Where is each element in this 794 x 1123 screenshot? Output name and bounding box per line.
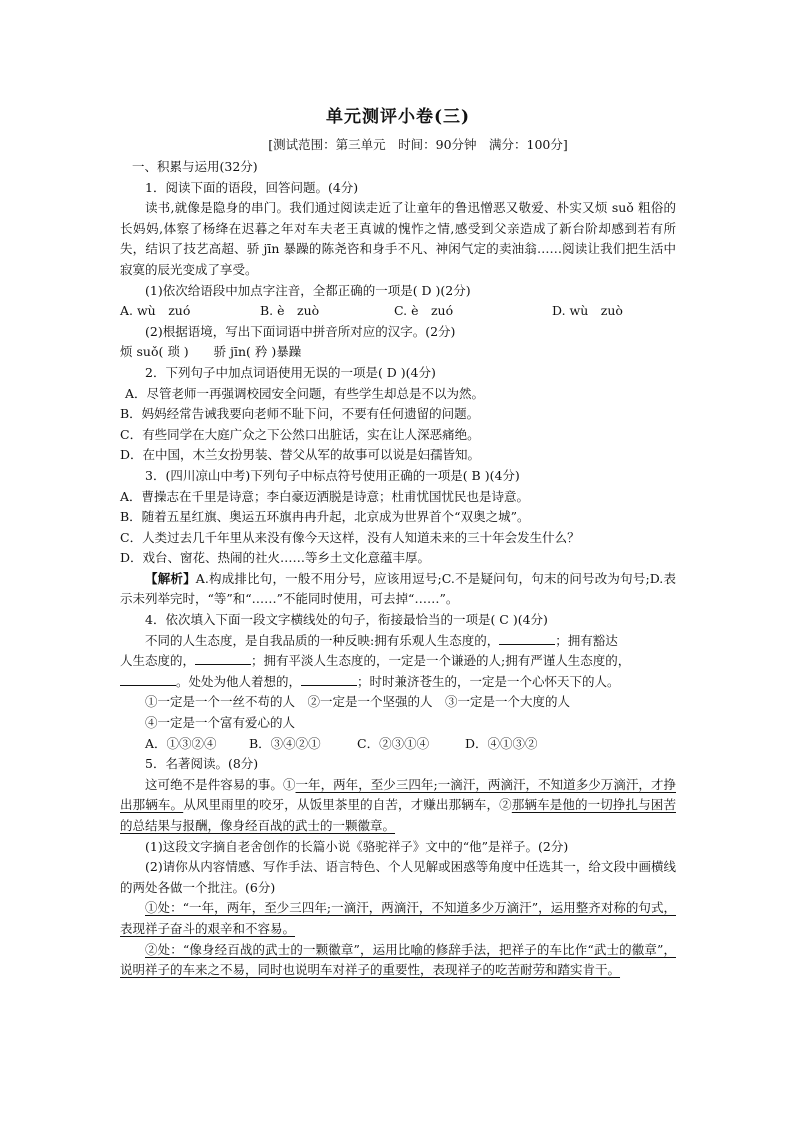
q1-stem: 1．阅读下面的语段，回答问题。(4分) (145, 179, 359, 195)
q1-sub1: (1)依次给语段中加点字注音，全都正确的一项是( D )(2分) (145, 282, 471, 298)
q1-option-a: A. wù zuó (120, 303, 191, 319)
q3-option-c: C．人类过去几千年里从来没有像今天这样，没有人知道未来的三十年会发生什么？ (120, 529, 580, 545)
q5-passage (120, 775, 676, 837)
q4-text: ；时时兼济苍生的，一定是一个心怀天下的人。 (357, 673, 620, 689)
q4-options (120, 734, 676, 755)
q3-analysis (120, 569, 676, 610)
page-title: 单元测评小卷(三) (325, 107, 471, 127)
q5-underlined-1: 一年，两年，至少三四年;一滴汗，两滴汗，不知道多少万滴汗，才挣出那辆车。 (120, 776, 676, 813)
q3-option-d: D．戏台、窗花、热闹的社火……等乡土文化意蕴丰厚。 (120, 550, 431, 566)
q5-answer-1: ①处：“一年，两年，至少三四年;一滴汗，两滴汗，不知道多少万滴汗”，运用整齐对称的句式，表现祥子奋斗的艰辛和不容易。 (120, 900, 676, 936)
q5-answer-2: ②处：“像身经百战的武士的一颗徽章”，运用比喻的修辞手法，把祥子的车比作“武士的徽章”，说明祥子的车来之不易，同时也说明车对祥子的重要性，表现祥子的吃苦耐劳和踏实肯干。 (120, 941, 676, 978)
q2-option-d: D．在中国，木兰女扮男装、替父从军的故事可以说是妇孺皆知。 (120, 447, 481, 463)
q4-passage-line-1 (120, 631, 676, 652)
q1-passage: 读书,就像是隐身的串门。我们通过阅读走近了让童年的鲁迅憎恶又敬爱、朴实又烦 suǒ 粗俗的长妈妈,体察了杨绛在迟暮之年对车夫老王真诚的愧怍之情,感受到父亲造成了新台阶却感到若有所失，结识了技艺高超、骄 jīn 暴躁的陈尧咨和身手不凡、神闲气定的卖油翁……阅读让我们把生活中寂寞的辰光变成了享受。 (120, 200, 676, 277)
test-meta: [测试范围：第三单元 时间：90分钟 满分：100分] (268, 137, 568, 152)
q1-sub2-answer: 烦 suǒ( 琐 ) 骄 jīn( 矜 )暴躁 (120, 344, 302, 360)
q4-choices-2: ④一定是一个富有爱心的人 (145, 715, 296, 731)
q1-option-d: D. wù zuò (552, 303, 623, 319)
q4-option-a: A．①③②④ (145, 735, 217, 751)
q4-option-b: B．③④②① (249, 735, 321, 751)
q4-blank-3 (120, 673, 176, 686)
q5-text: 从风里雨里的咬牙，从饭里茶里的自苦，才赚出那辆车，② (183, 797, 512, 813)
q1-sub1-options (120, 301, 676, 322)
analysis-label: 【解析】 (145, 570, 196, 586)
q5-stem: 5．名著阅读。(8分) (145, 756, 259, 772)
q3-option-a: A．曹操志在千里是诗意；李白豪迈洒脱是诗意；杜甫忧国忧民也是诗意。 (120, 488, 530, 504)
q4-text: 人生态度的， (120, 653, 196, 669)
q4-text: ；拥有平淡人生态度的，一定是一个谦逊的人;拥有严谨人生态度的， (251, 653, 631, 669)
q2-stem: 2．下列句子中加点词语使用无误的一项是( D )(4分) (145, 364, 436, 380)
q1-option-b: B. è zuò (260, 303, 320, 319)
q5-sub1: (1)这段文字摘自老舍创作的长篇小说《骆驼祥子》文中的“他”是祥子。(2分) (145, 838, 569, 854)
q4-choices-1: ①一定是一个一丝不苟的人 ②一定是一个坚强的人 ③一定是一个大度的人 (145, 694, 571, 710)
q1-option-c: C. è zuó (394, 303, 454, 319)
q4-text: 。处处为他人着想的， (176, 673, 302, 689)
q4-blank-1 (499, 632, 555, 645)
q5-sub2: (2)请你从内容情感、写作手法、语言特色、个人见解或困惑等角度中任选其一，给文段中画横线的两处各做一个批注。(6分) (120, 859, 676, 895)
q4-text: 不同的人生态度，是自我品质的一种反映:拥有乐观人生态度的， (145, 632, 500, 648)
q2-option-a: A．尽管老师一再强调校园安全问题，有些学生却总是不以为然。 (125, 385, 485, 401)
q2-option-c: C．有些同学在大庭广众之下公然口出脏话，实在让人深恶痛绝。 (120, 426, 480, 442)
q5-underlined-2: 那辆车是他的一切挣扎与困苦的总结果与报酬，像身经百战的武士的一颗徽章。 (120, 797, 676, 833)
exam-page (120, 102, 676, 981)
q2-option-b: B．妈妈经常告诫我要向老师不耻下问，不要有任何遗留的问题。 (120, 406, 480, 422)
q3-stem: 3．(四川凉山中考)下列句子中标点符号使用正确的一项是( B )(4分) (145, 467, 520, 483)
q4-text: ；拥有豁达 (555, 632, 618, 648)
q4-passage-line-2 (120, 651, 676, 672)
q4-blank-4 (301, 673, 357, 686)
q4-option-d: D．④①③② (465, 735, 538, 751)
q1-sub2: (2)根据语境，写出下面词语中拼音所对应的汉字。(2分) (145, 323, 456, 339)
q5-text: 这可绝不是件容易的事。① (145, 776, 296, 792)
q4-blank-2 (195, 652, 251, 665)
q4-option-c: C．②③①④ (357, 735, 430, 751)
q4-stem: 4．依次填入下面一段文字横线处的句子，衔接最恰当的一项是( C )(4分) (145, 612, 548, 628)
analysis-text: A.构成排比句，一般不用分号，应该用逗号;C.不是疑问句，句末的问号改为句号;D.表示未列举完时，“等”和“……”不能同时使用，可去掉“……”。 (120, 570, 676, 607)
q3-option-b: B．随着五星红旗、奥运五环旗冉冉升起，北京成为世界首个“双奥之城”。 (120, 509, 530, 525)
q4-passage-line-3 (120, 672, 676, 693)
section-heading: 一、积累与运用(32分) (132, 159, 258, 174)
